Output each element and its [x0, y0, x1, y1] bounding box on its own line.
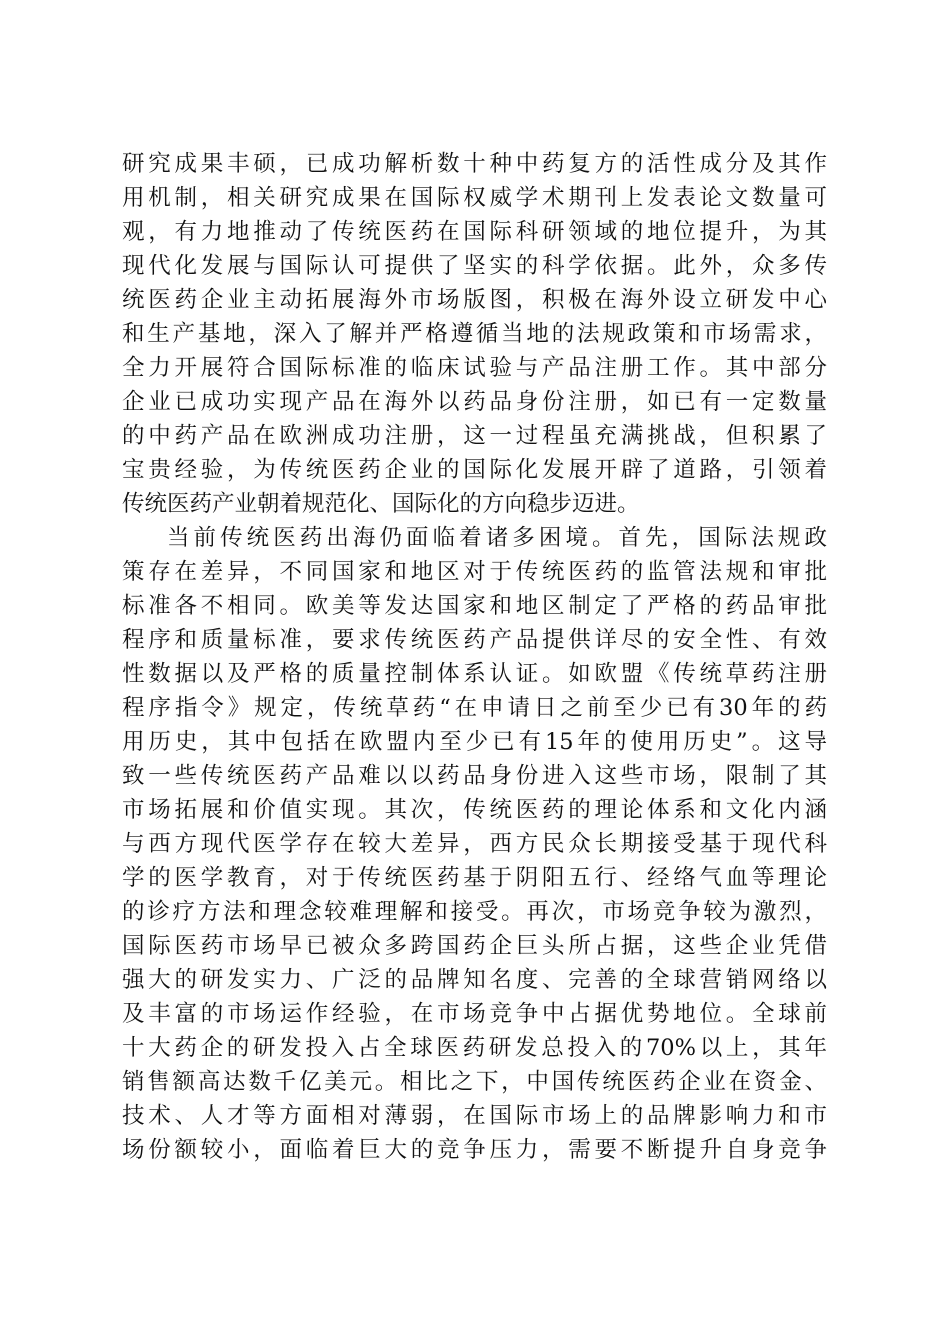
text-line: 企业已成功实现产品在海外以药品身份注册，如已有一定数量 — [122, 389, 827, 415]
text-line: 强大的研发实力、广泛的品牌知名度、完善的全球营销网络以 — [122, 967, 827, 993]
text-line: 程序指令》规定，传统草药“在申请日之前至少已有30年的药 — [122, 695, 827, 721]
text-line: 性数据以及严格的质量控制体系认证。如欧盟《传统草药注册 — [122, 661, 827, 687]
text-line: 致一些传统医药产品难以以药品身份进入这些市场，限制了其 — [122, 763, 827, 789]
text-line: 全力开展符合国际标准的临床试验与产品注册工作。其中部分 — [122, 355, 827, 381]
text-line: 市场拓展和价值实现。其次，传统医药的理论体系和文化内涵 — [122, 797, 827, 823]
text-line: 的中药产品在欧洲成功注册，这一过程虽充满挑战，但积累了 — [122, 423, 827, 449]
text-line: 当前传统医药出海仍面临着诸多困境。首先，国际法规政 — [167, 525, 827, 551]
paragraph-1 — [122, 147, 827, 521]
text-line: 与西方现代医学存在较大差异，西方民众长期接受基于现代科 — [122, 831, 827, 857]
text-line: 传统医药产业朝着规范化、国际化的方向稳步迈进。 — [122, 491, 640, 517]
text-line: 学的医学教育，对于传统医药基于阴阳五行、经络气血等理论 — [122, 865, 827, 891]
text-line: 统医药企业主动拓展海外市场版图，积极在海外设立研发中心 — [122, 287, 827, 313]
body-text — [122, 147, 827, 1167]
text-line: 及丰富的市场运作经验，在市场竞争中占据优势地位。全球前 — [122, 1001, 827, 1027]
text-line: 场份额较小，面临着巨大的竞争压力，需要不断提升自身竞争 — [122, 1137, 827, 1163]
text-line: 宝贵经验，为传统医药企业的国际化发展开辟了道路，引领着 — [122, 457, 827, 483]
text-line: 标准各不相同。欧美等发达国家和地区制定了严格的药品审批 — [122, 593, 827, 619]
text-line: 用历史，其中包括在欧盟内至少已有15年的使用历史”。这导 — [122, 729, 827, 755]
text-line: 程序和质量标准，要求传统医药产品提供详尽的安全性、有效 — [122, 627, 827, 653]
text-line: 和生产基地，深入了解并严格遵循当地的法规政策和市场需求， — [122, 321, 827, 347]
text-line: 国际医药市场早已被众多跨国药企巨头所占据，这些企业凭借 — [122, 933, 827, 959]
text-line: 技术、人才等方面相对薄弱，在国际市场上的品牌影响力和市 — [122, 1103, 827, 1129]
text-line: 的诊疗方法和理念较难理解和接受。再次，市场竞争较为激烈， — [122, 899, 827, 925]
text-line: 十大药企的研发投入占全球医药研发总投入的70%以上，其年 — [122, 1035, 827, 1061]
text-line: 策存在差异，不同国家和地区对于传统医药的监管法规和审批 — [122, 559, 827, 585]
text-line: 销售额高达数千亿美元。相比之下，中国传统医药企业在资金、 — [122, 1069, 827, 1095]
text-line: 现代化发展与国际认可提供了坚实的科学依据。此外，众多传 — [122, 253, 827, 279]
text-line: 用机制，相关研究成果在国际权威学术期刊上发表论文数量可 — [122, 185, 827, 211]
text-line: 观，有力地推动了传统医药在国际科研领域的地位提升，为其 — [122, 219, 827, 245]
paragraph-2 — [122, 521, 827, 1167]
text-line: 研究成果丰硕，已成功解析数十种中药复方的活性成分及其作 — [122, 151, 827, 177]
